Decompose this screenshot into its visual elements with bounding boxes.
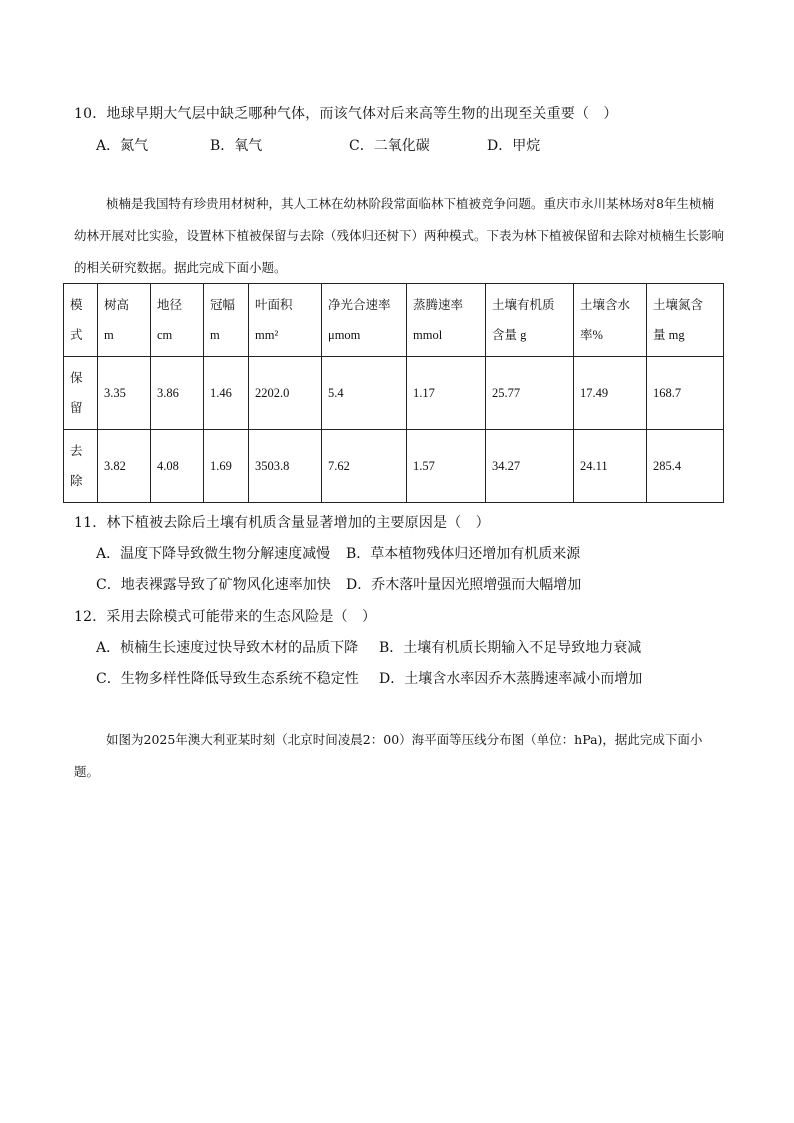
header-cell: 土壤有机质 含量 g	[486, 284, 574, 357]
q12-option-c: C．生物多样性降低导致生态系统不稳定性	[96, 671, 359, 687]
table-cell: 4.08	[151, 430, 204, 503]
table-cell: 1.69	[204, 430, 249, 503]
q12-option-b: B．土壤有机质长期输入不足导致地力衰减	[379, 640, 642, 656]
q12-option-d: D．土壤含水率因乔木蒸腾速率减小而增加	[379, 671, 643, 687]
table-cell: 3.35	[98, 357, 151, 430]
table-cell: 1.17	[407, 357, 486, 430]
q10-option-d: D．甲烷	[487, 138, 541, 154]
table-row-remove	[64, 430, 724, 503]
table-cell: 1.57	[407, 430, 486, 503]
q11-option-d: D．乔木落叶量因光照增强而大幅增加	[346, 577, 582, 593]
header-cell: 净光合速率 μmom	[322, 284, 407, 357]
table-header-row	[64, 284, 724, 357]
q10-option-c: C．二氧化碳	[349, 138, 430, 154]
header-cell: 土壤含水 率%	[574, 284, 647, 357]
table-cell: 7.62	[322, 430, 407, 503]
table-cell: 25.77	[486, 357, 574, 430]
q11-option-c: C．地表裸露导致了矿物风化速率加快	[96, 577, 331, 593]
header-cell: 叶面积 mm²	[249, 284, 322, 357]
q12-option-a: A．桢楠生长速度过快导致木材的品质下降	[96, 640, 359, 656]
q11-option-b: B．草本植物残体归还增加有机质来源	[346, 546, 581, 562]
table-cell: 3.86	[151, 357, 204, 430]
table-row-keep	[64, 357, 724, 430]
table-cell: 24.11	[574, 430, 647, 503]
data-table	[63, 283, 724, 503]
table-cell: 5.4	[322, 357, 407, 430]
table-cell: 285.4	[647, 430, 724, 503]
table-cell: 1.46	[204, 357, 249, 430]
q10-option-a: A．氮气	[96, 138, 149, 154]
table-cell: 168.7	[647, 357, 724, 430]
mode-cell: 保 留	[64, 357, 98, 430]
table-cell: 2202.0	[249, 357, 322, 430]
passage-isobar-map: 如图为2025年澳大利亚某时刻（北京时间凌晨2：00）海平面等压线分布图（单位：hPa)，据此完成下面小题。	[74, 732, 703, 779]
header-cell: 土壤氮含 量 mg	[647, 284, 724, 357]
question-10-stem: 10．地球早期大气层中缺乏哪种气体，而该气体对后来高等生物的出现至关重要（ ）	[74, 106, 618, 122]
header-cell: 冠幅 m	[204, 284, 249, 357]
passage-zhennan: 桢楠是我国特有珍贵用材树种，其人工林在幼林阶段常面临林下植被竞争问题。重庆市永川某林场对8年生桢楠幼林开展对比实验，设置林下植被保留与去除（残体归还树下）两种模式。下表为林下植被保留和去除对桢楠生长影响的相关研究数据。据此完成下面小题。	[74, 196, 725, 275]
mode-cell: 去 除	[64, 430, 98, 503]
table-cell: 3.82	[98, 430, 151, 503]
table-cell: 17.49	[574, 357, 647, 430]
table-cell: 3503.8	[249, 430, 322, 503]
q10-option-b: B．氧气	[210, 138, 263, 154]
header-cell: 树高 m	[98, 284, 151, 357]
table-cell: 34.27	[486, 430, 574, 503]
question-12-stem: 12．采用去除模式可能带来的生态风险是（ ）	[74, 609, 377, 625]
question-11-stem: 11．林下植被去除后土壤有机质含量显著增加的主要原因是（ ）	[74, 515, 490, 531]
header-cell: 蒸腾速率 mmol	[407, 284, 486, 357]
header-cell: 地径 cm	[151, 284, 204, 357]
q11-option-a: A．温度下降导致微生物分解速度减慢	[96, 546, 331, 562]
header-cell: 模 式	[64, 284, 98, 357]
